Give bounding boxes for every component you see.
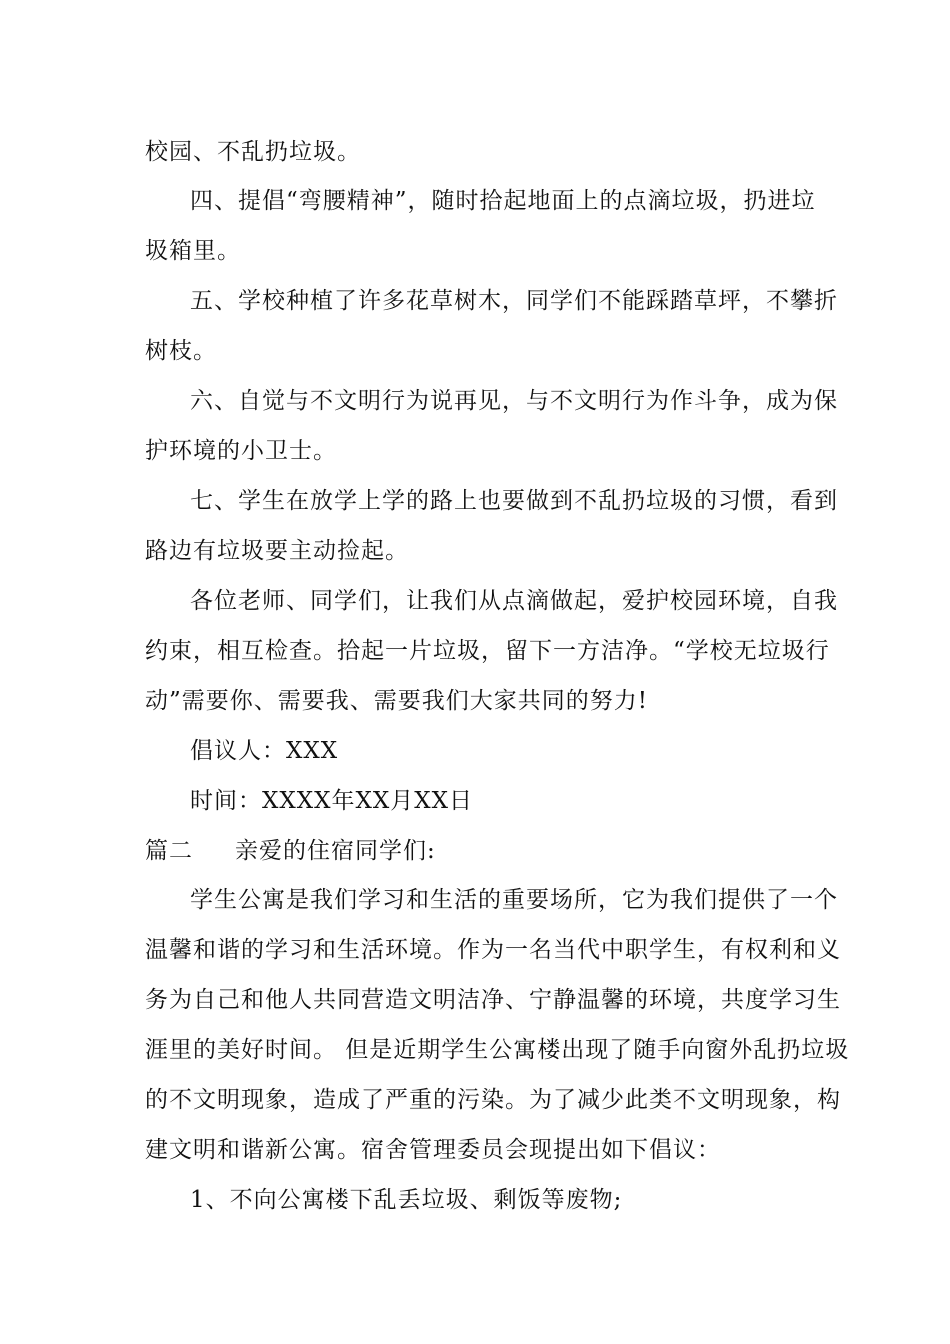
text-line: 树枝。 — [145, 338, 217, 364]
text-line: 五、学校种植了许多花草树木，同学们不能踩踏草坪，不攀折 — [190, 288, 838, 314]
text-line: 四、提倡“弯腰精神”，随时拾起地面上的点滴垃圾，扔进垃 — [190, 188, 816, 214]
text-line: 建文明和谐新公寓。宿舍管理委员会现提出如下倡议： — [145, 1137, 721, 1163]
text-line: 学生公寓是我们学习和生活的重要场所，它为我们提供了一个 — [190, 887, 838, 913]
text-line: 约束，相互检查。拾起一片垃圾，留下一方洁净。“学校无垃圾行 — [145, 638, 830, 664]
text-line: 校园、不乱扔垃圾。 — [145, 139, 361, 165]
text-line: 圾箱里。 — [145, 238, 241, 264]
text-line: 七、学生在放学上学的路上也要做到不乱扔垃圾的习惯，看到 — [190, 488, 838, 514]
signatory-line: 倡议人：XXX — [190, 738, 339, 764]
section-label: 篇二 — [145, 838, 193, 864]
text-line: 1、不向公寓楼下乱丢垃圾、剩饭等废物; — [190, 1187, 623, 1213]
text-line: 动”需要你、需要我、需要我们大家共同的努力! — [145, 688, 649, 714]
text-line: 各位老师、同学们，让我们从点滴做起，爱护校园环境，自我 — [190, 588, 838, 614]
text-line: 务为自己和他人共同营造文明洁净、宁静温馨的环境，共度学习生 — [145, 987, 841, 1013]
text-line: 护环境的小卫士。 — [145, 438, 337, 464]
section-greeting: 亲爱的住宿同学们: — [235, 838, 436, 864]
text-line: 涯里的美好时间。 但是近期学生公寓楼出现了随手向窗外乱扔垃圾 — [145, 1037, 850, 1063]
text-line: 六、自觉与不文明行为说再见，与不文明行为作斗争，成为保 — [190, 388, 838, 414]
text-line: 温馨和谐的学习和生活环境。作为一名当代中职学生，有权利和义 — [145, 937, 841, 963]
date-line: 时间：XXXX年XX月XX日 — [190, 788, 473, 814]
text-line: 路边有垃圾要主动捡起。 — [145, 538, 409, 564]
text-line: 的不文明现象，造成了严重的污染。为了减少此类不文明现象，构 — [145, 1087, 841, 1113]
